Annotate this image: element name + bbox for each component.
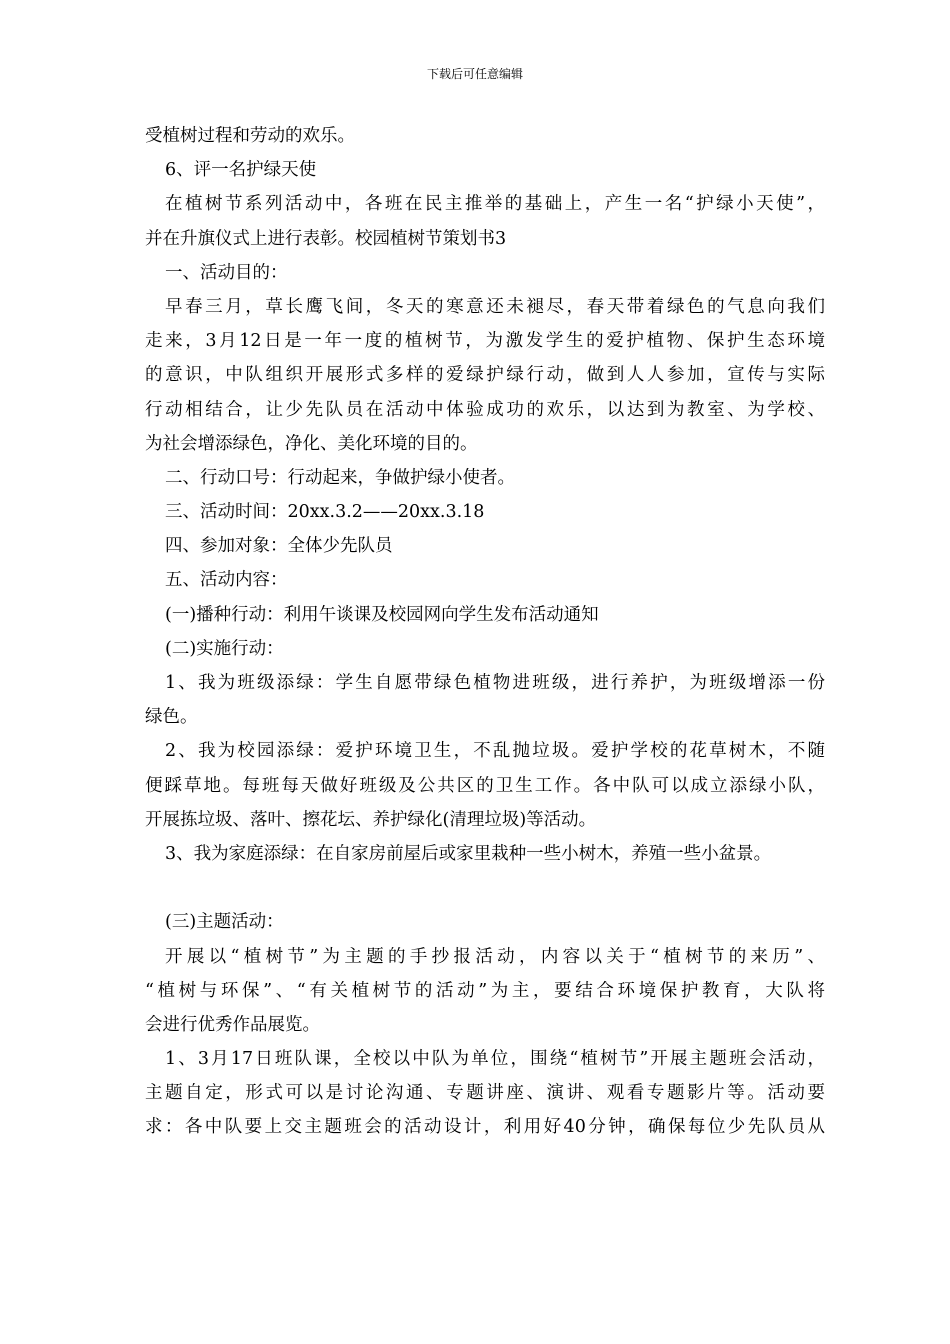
text-line: 行动相结合，让少先队员在活动中体验成功的欢乐，以达到为教室、为学校、 — [145, 399, 825, 420]
text-line: 的意识，中队组织开展形式多样的爱绿护绿行动，做到人人参加，宣传与实际 — [145, 365, 825, 386]
text-line: (一)播种行动：利用午谈课及校园网向学生发布活动通知 — [165, 604, 599, 625]
text-line: 走来，3月12日是一年一度的植树节，为激发学生的爱护植物、保护生态环境 — [145, 331, 825, 352]
text-line: 求：各中队要上交主题班会的活动设计，利用好40分钟，确保每位少先队员从 — [145, 1117, 825, 1138]
text-line: 开展以“植树节”为主题的手抄报活动，内容以关于“植树节的来历”、 — [165, 946, 825, 967]
text-line: 早春三月，草长鹰飞间，冬天的寒意还未褪尽，春天带着绿色的气息向我们 — [165, 296, 825, 317]
text-line: 一、活动目的： — [165, 262, 288, 283]
blank-line — [145, 871, 825, 905]
text-line: 五、活动内容： — [165, 570, 288, 591]
text-line: 在植树节系列活动中，各班在民主推举的基础上，产生一名“护绿小天使”， — [165, 194, 826, 215]
text-line: 2、我为校园添绿：爱护环境卫生，不乱抛垃圾。爱护学校的花草树木，不随 — [165, 741, 825, 762]
text-line: 6、评一名护绿天使 — [165, 160, 317, 181]
text-line: “植树与环保”、“有关植树节的活动”为主，要结合环境保护教育，大队将 — [145, 980, 825, 1001]
text-line: 绿色。 — [145, 707, 198, 728]
text-line: 开展拣垃圾、落叶、擦花坛、养护绿化(清理垃圾)等活动。 — [145, 809, 597, 830]
text-line: 1、我为班级添绿：学生自愿带绿色植物进班级，进行养护，为班级增添一份 — [165, 673, 825, 693]
document-body — [145, 119, 825, 1145]
text-line: 主题自定，形式可以是讨论沟通、专题讲座、演讲、观看专题影片等。活动要 — [145, 1083, 825, 1104]
text-line: 三、活动时间：20xx.3.2——20xx.3.18 — [165, 502, 485, 523]
text-line: 为社会增添绿色，净化、美化环境的目的。 — [145, 433, 478, 454]
text-line: 1、3月17日班队课，全校以中队为单位，围绕“植树节”开展主题班会活动， — [165, 1049, 825, 1070]
text-line: 二、行动口号：行动起来，争做护绿小使者。 — [165, 467, 515, 488]
text-line: (三)主题活动： — [165, 912, 284, 933]
text-line: 四、参加对象：全体少先队员 — [165, 536, 393, 557]
text-line: 便踩草地。每班每天做好班级及公共区的卫生工作。各中队可以成立添绿小队， — [145, 775, 825, 796]
page-header: 下载后可任意编辑 — [426, 67, 523, 81]
text-line: 3、我为家庭添绿：在自家房前屋后或家里栽种一些小树木，养殖一些小盆景。 — [165, 843, 772, 864]
text-line: 并在升旗仪式上进行表彰。校园植树节策划书3 — [145, 228, 507, 249]
text-line: 受植树过程和劳动的欢乐。 — [145, 126, 355, 146]
text-line: 会进行优秀作品展览。 — [145, 1014, 320, 1035]
text-line: (二)实施行动： — [165, 638, 284, 659]
